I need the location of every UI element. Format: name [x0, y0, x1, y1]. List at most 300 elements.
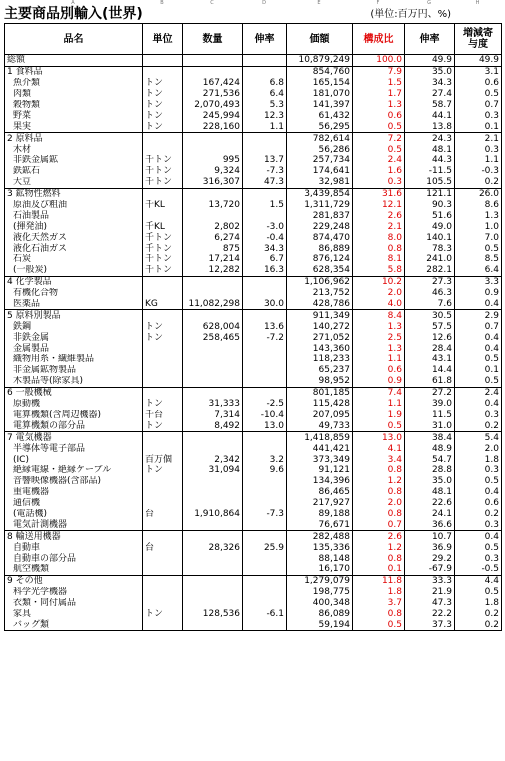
cell-vrate[interactable]: 27.3: [405, 276, 455, 287]
cell-rate[interactable]: [243, 365, 287, 376]
cell-unit[interactable]: 千トン: [143, 177, 183, 188]
cell-share[interactable]: 1.6: [353, 166, 405, 177]
cell-name[interactable]: 果実: [5, 121, 143, 132]
cell-unit[interactable]: 千KL: [143, 200, 183, 211]
cell-unit[interactable]: 千トン: [143, 166, 183, 177]
cell-rate[interactable]: [243, 133, 287, 144]
cell-share[interactable]: 0.5: [353, 121, 405, 132]
cell-unit[interactable]: 百万個: [143, 454, 183, 465]
cell-unit[interactable]: 千トン: [143, 155, 183, 166]
cell-unit[interactable]: 千トン: [143, 265, 183, 276]
column-letter[interactable]: A: [71, 0, 75, 6]
cell-qty[interactable]: 2,802: [183, 221, 243, 232]
cell-rate[interactable]: [243, 188, 287, 199]
cell-rate[interactable]: [243, 144, 287, 155]
cell-rate[interactable]: -10.4: [243, 410, 287, 421]
cell-value[interactable]: 3,439,854: [287, 188, 353, 199]
cell-contrib[interactable]: 0.7: [455, 100, 502, 111]
cell-name[interactable]: 絶縁電線・絶縁ケーブル: [5, 465, 143, 476]
cell-share[interactable]: 4.0: [353, 299, 405, 310]
cell-vrate[interactable]: 37.3: [405, 619, 455, 630]
cell-vrate[interactable]: 27.4: [405, 89, 455, 100]
cell-qty[interactable]: [183, 564, 243, 575]
cell-rate[interactable]: 34.3: [243, 243, 287, 254]
cell-name[interactable]: 鉄鋼: [5, 321, 143, 332]
cell-name[interactable]: 有機化合物: [5, 288, 143, 299]
cell-contrib[interactable]: 0.5: [455, 542, 502, 553]
cell-qty[interactable]: 7,314: [183, 410, 243, 421]
cell-share[interactable]: 1.9: [353, 410, 405, 421]
cell-qty[interactable]: [183, 498, 243, 509]
cell-share[interactable]: 0.8: [353, 487, 405, 498]
cell-share[interactable]: 0.5: [353, 144, 405, 155]
cell-name[interactable]: 自動車: [5, 542, 143, 553]
cell-value[interactable]: 373,349: [287, 454, 353, 465]
cell-unit[interactable]: トン: [143, 420, 183, 431]
cell-contrib[interactable]: 0.4: [455, 531, 502, 542]
cell-share[interactable]: 0.8: [353, 243, 405, 254]
cell-name[interactable]: (電話機): [5, 509, 143, 520]
cell-qty[interactable]: 167,424: [183, 78, 243, 89]
cell-unit[interactable]: [143, 564, 183, 575]
cell-value[interactable]: 874,470: [287, 232, 353, 243]
cell-unit[interactable]: [143, 519, 183, 530]
cell-value[interactable]: 1,311,729: [287, 200, 353, 211]
cell-rate[interactable]: [243, 619, 287, 630]
cell-contrib[interactable]: 26.0: [455, 188, 502, 199]
cell-vrate[interactable]: 21.9: [405, 587, 455, 598]
cell-name[interactable]: 音響映像機器(含部品): [5, 476, 143, 487]
cell-vrate[interactable]: 48.1: [405, 487, 455, 498]
cell-rate[interactable]: -3.0: [243, 221, 287, 232]
cell-contrib[interactable]: 1.8: [455, 454, 502, 465]
cell-rate[interactable]: [243, 288, 287, 299]
cell-rate[interactable]: [243, 210, 287, 221]
cell-name[interactable]: 液化天然ガス: [5, 232, 143, 243]
cell-rate[interactable]: [243, 55, 287, 67]
cell-unit[interactable]: [143, 387, 183, 398]
cell-rate[interactable]: 13.7: [243, 155, 287, 166]
cell-vrate[interactable]: 35.0: [405, 66, 455, 77]
cell-share[interactable]: 3.7: [353, 598, 405, 609]
cell-value[interactable]: 86,465: [287, 487, 353, 498]
cell-name[interactable]: 3 鉱物性燃料: [5, 188, 143, 199]
cell-contrib[interactable]: 0.7: [455, 321, 502, 332]
cell-name[interactable]: 金属製品: [5, 343, 143, 354]
cell-rate[interactable]: 1.5: [243, 200, 287, 211]
cell-value[interactable]: 207,095: [287, 410, 353, 421]
cell-share[interactable]: 8.0: [353, 232, 405, 243]
cell-qty[interactable]: [183, 276, 243, 287]
cell-name[interactable]: 電算機類の部分品: [5, 420, 143, 431]
cell-rate[interactable]: [243, 476, 287, 487]
cell-vrate[interactable]: 140.1: [405, 232, 455, 243]
cell-vrate[interactable]: 34.3: [405, 78, 455, 89]
cell-value[interactable]: 257,734: [287, 155, 353, 166]
cell-name[interactable]: 8 輸送用機器: [5, 531, 143, 542]
cell-unit[interactable]: 台: [143, 509, 183, 520]
cell-qty[interactable]: 9,324: [183, 166, 243, 177]
cell-share[interactable]: 2.0: [353, 288, 405, 299]
cell-value[interactable]: 115,428: [287, 399, 353, 410]
cell-share[interactable]: 2.4: [353, 155, 405, 166]
column-letter[interactable]: F: [376, 0, 380, 6]
cell-rate[interactable]: [243, 519, 287, 530]
cell-vrate[interactable]: 121.1: [405, 188, 455, 199]
header-contribution[interactable]: [455, 24, 502, 55]
cell-name[interactable]: 5 原料別製品: [5, 310, 143, 321]
cell-rate[interactable]: -6.1: [243, 609, 287, 620]
cell-rate[interactable]: 6.7: [243, 254, 287, 265]
cell-share[interactable]: 100.0: [353, 55, 405, 67]
cell-vrate[interactable]: 39.0: [405, 399, 455, 410]
cell-share[interactable]: 1.5: [353, 78, 405, 89]
cell-contrib[interactable]: 0.9: [455, 288, 502, 299]
cell-share[interactable]: 2.1: [353, 221, 405, 232]
cell-rate[interactable]: 5.3: [243, 100, 287, 111]
cell-value[interactable]: 213,752: [287, 288, 353, 299]
header-name[interactable]: 品名: [5, 24, 143, 55]
cell-qty[interactable]: 31,094: [183, 465, 243, 476]
cell-value[interactable]: 56,286: [287, 144, 353, 155]
cell-share[interactable]: 2.0: [353, 498, 405, 509]
cell-qty[interactable]: [183, 598, 243, 609]
cell-vrate[interactable]: 13.8: [405, 121, 455, 132]
cell-value[interactable]: 134,396: [287, 476, 353, 487]
cell-qty[interactable]: 17,214: [183, 254, 243, 265]
cell-share[interactable]: 7.9: [353, 66, 405, 77]
cell-unit[interactable]: [143, 531, 183, 542]
cell-contrib[interactable]: 0.4: [455, 299, 502, 310]
cell-vrate[interactable]: 36.6: [405, 519, 455, 530]
cell-unit[interactable]: トン: [143, 121, 183, 132]
cell-share[interactable]: 1.2: [353, 542, 405, 553]
cell-value[interactable]: 56,295: [287, 121, 353, 132]
cell-rate[interactable]: [243, 564, 287, 575]
cell-share[interactable]: 12.1: [353, 200, 405, 211]
cell-contrib[interactable]: 0.3: [455, 553, 502, 564]
cell-vrate[interactable]: 51.6: [405, 210, 455, 221]
cell-rate[interactable]: [243, 354, 287, 365]
cell-name[interactable]: 重電機器: [5, 487, 143, 498]
cell-share[interactable]: 1.2: [353, 476, 405, 487]
cell-value[interactable]: 876,124: [287, 254, 353, 265]
cell-vrate[interactable]: 28.4: [405, 343, 455, 354]
cell-rate[interactable]: [243, 498, 287, 509]
cell-vrate[interactable]: 43.1: [405, 354, 455, 365]
cell-contrib[interactable]: 6.4: [455, 265, 502, 276]
cell-rate[interactable]: -0.4: [243, 232, 287, 243]
cell-share[interactable]: 0.9: [353, 376, 405, 387]
cell-value[interactable]: 628,354: [287, 265, 353, 276]
cell-name[interactable]: 非鉄金属鉱: [5, 155, 143, 166]
cell-vrate[interactable]: 78.3: [405, 243, 455, 254]
cell-unit[interactable]: 千トン: [143, 254, 183, 265]
cell-qty[interactable]: 2,342: [183, 454, 243, 465]
column-letter[interactable]: E: [317, 0, 321, 6]
cell-value[interactable]: 1,279,079: [287, 575, 353, 586]
cell-vrate[interactable]: 29.2: [405, 553, 455, 564]
cell-value[interactable]: 165,154: [287, 78, 353, 89]
cell-qty[interactable]: [183, 55, 243, 67]
cell-contrib[interactable]: 0.3: [455, 465, 502, 476]
cell-vrate[interactable]: 61.8: [405, 376, 455, 387]
cell-name[interactable]: 織物用糸・繊維製品: [5, 354, 143, 365]
cell-value[interactable]: 143,360: [287, 343, 353, 354]
cell-unit[interactable]: [143, 188, 183, 199]
cell-vrate[interactable]: 46.3: [405, 288, 455, 299]
cell-vrate[interactable]: 58.7: [405, 100, 455, 111]
cell-contrib[interactable]: 0.6: [455, 78, 502, 89]
cell-contrib[interactable]: 7.0: [455, 232, 502, 243]
cell-name[interactable]: 衣類・同付属品: [5, 598, 143, 609]
header-quantity-rate[interactable]: 伸率: [243, 24, 287, 55]
cell-vrate[interactable]: 44.1: [405, 110, 455, 121]
cell-contrib[interactable]: 0.5: [455, 354, 502, 365]
cell-name[interactable]: 半導体等電子部品: [5, 443, 143, 454]
cell-share[interactable]: 10.2: [353, 276, 405, 287]
cell-value[interactable]: 140,272: [287, 321, 353, 332]
cell-share[interactable]: 2.5: [353, 332, 405, 343]
cell-contrib[interactable]: 2.9: [455, 310, 502, 321]
cell-value[interactable]: 282,488: [287, 531, 353, 542]
cell-qty[interactable]: [183, 387, 243, 398]
cell-name[interactable]: 穀物類: [5, 100, 143, 111]
cell-value[interactable]: 10,879,249: [287, 55, 353, 67]
cell-qty[interactable]: [183, 443, 243, 454]
cell-unit[interactable]: トン: [143, 321, 183, 332]
cell-qty[interactable]: 271,536: [183, 89, 243, 100]
cell-contrib[interactable]: 0.4: [455, 399, 502, 410]
cell-contrib[interactable]: 2.0: [455, 443, 502, 454]
cell-unit[interactable]: トン: [143, 110, 183, 121]
cell-vrate[interactable]: 33.3: [405, 575, 455, 586]
cell-share[interactable]: 2.6: [353, 210, 405, 221]
cell-name[interactable]: 木材: [5, 144, 143, 155]
cell-contrib[interactable]: -0.5: [455, 564, 502, 575]
cell-share[interactable]: 0.8: [353, 609, 405, 620]
cell-value[interactable]: 61,432: [287, 110, 353, 121]
cell-unit[interactable]: [143, 133, 183, 144]
cell-qty[interactable]: [183, 188, 243, 199]
cell-share[interactable]: 0.6: [353, 365, 405, 376]
cell-name[interactable]: 1 食料品: [5, 66, 143, 77]
cell-unit[interactable]: [143, 587, 183, 598]
cell-unit[interactable]: [143, 343, 183, 354]
cell-unit[interactable]: トン: [143, 89, 183, 100]
cell-value[interactable]: 135,336: [287, 542, 353, 553]
cell-value[interactable]: 441,421: [287, 443, 353, 454]
cell-unit[interactable]: [143, 443, 183, 454]
column-letter[interactable]: D: [262, 0, 266, 6]
cell-qty[interactable]: [183, 354, 243, 365]
cell-name[interactable]: 2 原料品: [5, 133, 143, 144]
cell-value[interactable]: 86,089: [287, 609, 353, 620]
cell-rate[interactable]: -2.5: [243, 399, 287, 410]
cell-contrib[interactable]: 0.5: [455, 89, 502, 100]
cell-value[interactable]: 229,248: [287, 221, 353, 232]
cell-name[interactable]: 電気計測機器: [5, 519, 143, 530]
cell-name[interactable]: 科学光学機器: [5, 587, 143, 598]
cell-unit[interactable]: [143, 487, 183, 498]
cell-contrib[interactable]: 1.1: [455, 155, 502, 166]
cell-qty[interactable]: [183, 553, 243, 564]
header-share[interactable]: 構成比: [353, 24, 405, 55]
cell-share[interactable]: 13.0: [353, 432, 405, 443]
column-letter[interactable]: H: [475, 0, 480, 6]
cell-vrate[interactable]: 27.2: [405, 387, 455, 398]
cell-contrib[interactable]: 0.1: [455, 121, 502, 132]
cell-name[interactable]: 7 電気機器: [5, 432, 143, 443]
cell-qty[interactable]: [183, 343, 243, 354]
cell-qty[interactable]: [183, 133, 243, 144]
cell-name[interactable]: バッグ類: [5, 619, 143, 630]
cell-contrib[interactable]: 0.2: [455, 509, 502, 520]
cell-rate[interactable]: [243, 343, 287, 354]
cell-contrib[interactable]: 0.4: [455, 332, 502, 343]
cell-share[interactable]: 1.3: [353, 100, 405, 111]
cell-value[interactable]: 89,188: [287, 509, 353, 520]
cell-rate[interactable]: 6.8: [243, 78, 287, 89]
cell-share[interactable]: 1.1: [353, 399, 405, 410]
cell-vrate[interactable]: 11.5: [405, 410, 455, 421]
cell-share[interactable]: 2.6: [353, 531, 405, 542]
cell-name[interactable]: 家具: [5, 609, 143, 620]
cell-qty[interactable]: 875: [183, 243, 243, 254]
cell-name[interactable]: 総額: [5, 55, 143, 67]
cell-qty[interactable]: [183, 531, 243, 542]
cell-unit[interactable]: [143, 144, 183, 155]
cell-qty[interactable]: 228,160: [183, 121, 243, 132]
cell-vrate[interactable]: 282.1: [405, 265, 455, 276]
cell-share[interactable]: 5.8: [353, 265, 405, 276]
cell-contrib[interactable]: 0.5: [455, 376, 502, 387]
cell-share[interactable]: 1.1: [353, 354, 405, 365]
cell-qty[interactable]: 28,326: [183, 542, 243, 553]
cell-contrib[interactable]: 0.3: [455, 144, 502, 155]
cell-name[interactable]: 電算機類(含周辺機器): [5, 410, 143, 421]
cell-vrate[interactable]: 12.6: [405, 332, 455, 343]
cell-vrate[interactable]: 48.9: [405, 443, 455, 454]
cell-vrate[interactable]: 57.5: [405, 321, 455, 332]
column-letter[interactable]: G: [427, 0, 431, 6]
cell-name[interactable]: 4 化学製品: [5, 276, 143, 287]
cell-rate[interactable]: 3.2: [243, 454, 287, 465]
cell-vrate[interactable]: 90.3: [405, 200, 455, 211]
cell-unit[interactable]: [143, 354, 183, 365]
cell-share[interactable]: 8.4: [353, 310, 405, 321]
cell-name[interactable]: 鉄鉱石: [5, 166, 143, 177]
cell-rate[interactable]: 1.1: [243, 121, 287, 132]
cell-rate[interactable]: [243, 531, 287, 542]
cell-rate[interactable]: 30.0: [243, 299, 287, 310]
cell-share[interactable]: 1.8: [353, 587, 405, 598]
cell-name[interactable]: 魚介類: [5, 78, 143, 89]
cell-rate[interactable]: [243, 66, 287, 77]
cell-contrib[interactable]: 0.1: [455, 365, 502, 376]
cell-vrate[interactable]: -11.5: [405, 166, 455, 177]
cell-unit[interactable]: [143, 66, 183, 77]
cell-value[interactable]: 59,194: [287, 619, 353, 630]
cell-unit[interactable]: 千台: [143, 410, 183, 421]
cell-unit[interactable]: [143, 55, 183, 67]
cell-value[interactable]: 911,349: [287, 310, 353, 321]
cell-vrate[interactable]: 24.1: [405, 509, 455, 520]
cell-share[interactable]: 0.1: [353, 564, 405, 575]
cell-qty[interactable]: [183, 288, 243, 299]
cell-unit[interactable]: トン: [143, 609, 183, 620]
cell-name[interactable]: 医薬品: [5, 299, 143, 310]
cell-share[interactable]: 0.5: [353, 420, 405, 431]
column-letter[interactable]: C: [210, 0, 214, 6]
cell-qty[interactable]: 245,994: [183, 110, 243, 121]
cell-value[interactable]: 118,233: [287, 354, 353, 365]
cell-vrate[interactable]: 105.5: [405, 177, 455, 188]
cell-unit[interactable]: [143, 310, 183, 321]
cell-name[interactable]: 非金属鉱物製品: [5, 365, 143, 376]
cell-share[interactable]: 0.3: [353, 177, 405, 188]
cell-contrib[interactable]: 0.5: [455, 243, 502, 254]
cell-rate[interactable]: [243, 575, 287, 586]
cell-rate[interactable]: 9.6: [243, 465, 287, 476]
cell-rate[interactable]: [243, 387, 287, 398]
cell-name[interactable]: 原動機: [5, 399, 143, 410]
cell-value[interactable]: 1,106,962: [287, 276, 353, 287]
cell-value[interactable]: 428,786: [287, 299, 353, 310]
cell-vrate[interactable]: 22.6: [405, 498, 455, 509]
cell-unit[interactable]: トン: [143, 465, 183, 476]
cell-unit[interactable]: [143, 210, 183, 221]
cell-vrate[interactable]: 14.4: [405, 365, 455, 376]
cell-unit[interactable]: [143, 575, 183, 586]
cell-name[interactable]: (IC): [5, 454, 143, 465]
cell-qty[interactable]: 6,274: [183, 232, 243, 243]
cell-name[interactable]: 大豆: [5, 177, 143, 188]
cell-qty[interactable]: 13,720: [183, 200, 243, 211]
cell-value[interactable]: 86,889: [287, 243, 353, 254]
cell-contrib[interactable]: 0.3: [455, 110, 502, 121]
cell-unit[interactable]: [143, 553, 183, 564]
cell-share[interactable]: 1.3: [353, 321, 405, 332]
cell-qty[interactable]: 995: [183, 155, 243, 166]
cell-qty[interactable]: [183, 365, 243, 376]
cell-qty[interactable]: [183, 487, 243, 498]
cell-name[interactable]: 自動車の部分品: [5, 553, 143, 564]
cell-unit[interactable]: [143, 288, 183, 299]
cell-share[interactable]: 0.7: [353, 519, 405, 530]
cell-qty[interactable]: [183, 310, 243, 321]
cell-share[interactable]: 1.3: [353, 343, 405, 354]
cell-rate[interactable]: 16.3: [243, 265, 287, 276]
cell-vrate[interactable]: 10.7: [405, 531, 455, 542]
cell-vrate[interactable]: 49.9: [405, 55, 455, 67]
cell-share[interactable]: 0.6: [353, 110, 405, 121]
cell-rate[interactable]: -7.2: [243, 332, 287, 343]
cell-contrib[interactable]: 0.4: [455, 487, 502, 498]
cell-vrate[interactable]: 30.5: [405, 310, 455, 321]
cell-rate[interactable]: -7.3: [243, 509, 287, 520]
cell-qty[interactable]: [183, 575, 243, 586]
cell-name[interactable]: 通信機: [5, 498, 143, 509]
cell-rate[interactable]: 12.3: [243, 110, 287, 121]
cell-share[interactable]: 0.5: [353, 619, 405, 630]
cell-unit[interactable]: 千KL: [143, 221, 183, 232]
cell-unit[interactable]: [143, 598, 183, 609]
cell-unit[interactable]: [143, 276, 183, 287]
cell-vrate[interactable]: 47.3: [405, 598, 455, 609]
cell-value[interactable]: 49,733: [287, 420, 353, 431]
cell-rate[interactable]: 13.6: [243, 321, 287, 332]
